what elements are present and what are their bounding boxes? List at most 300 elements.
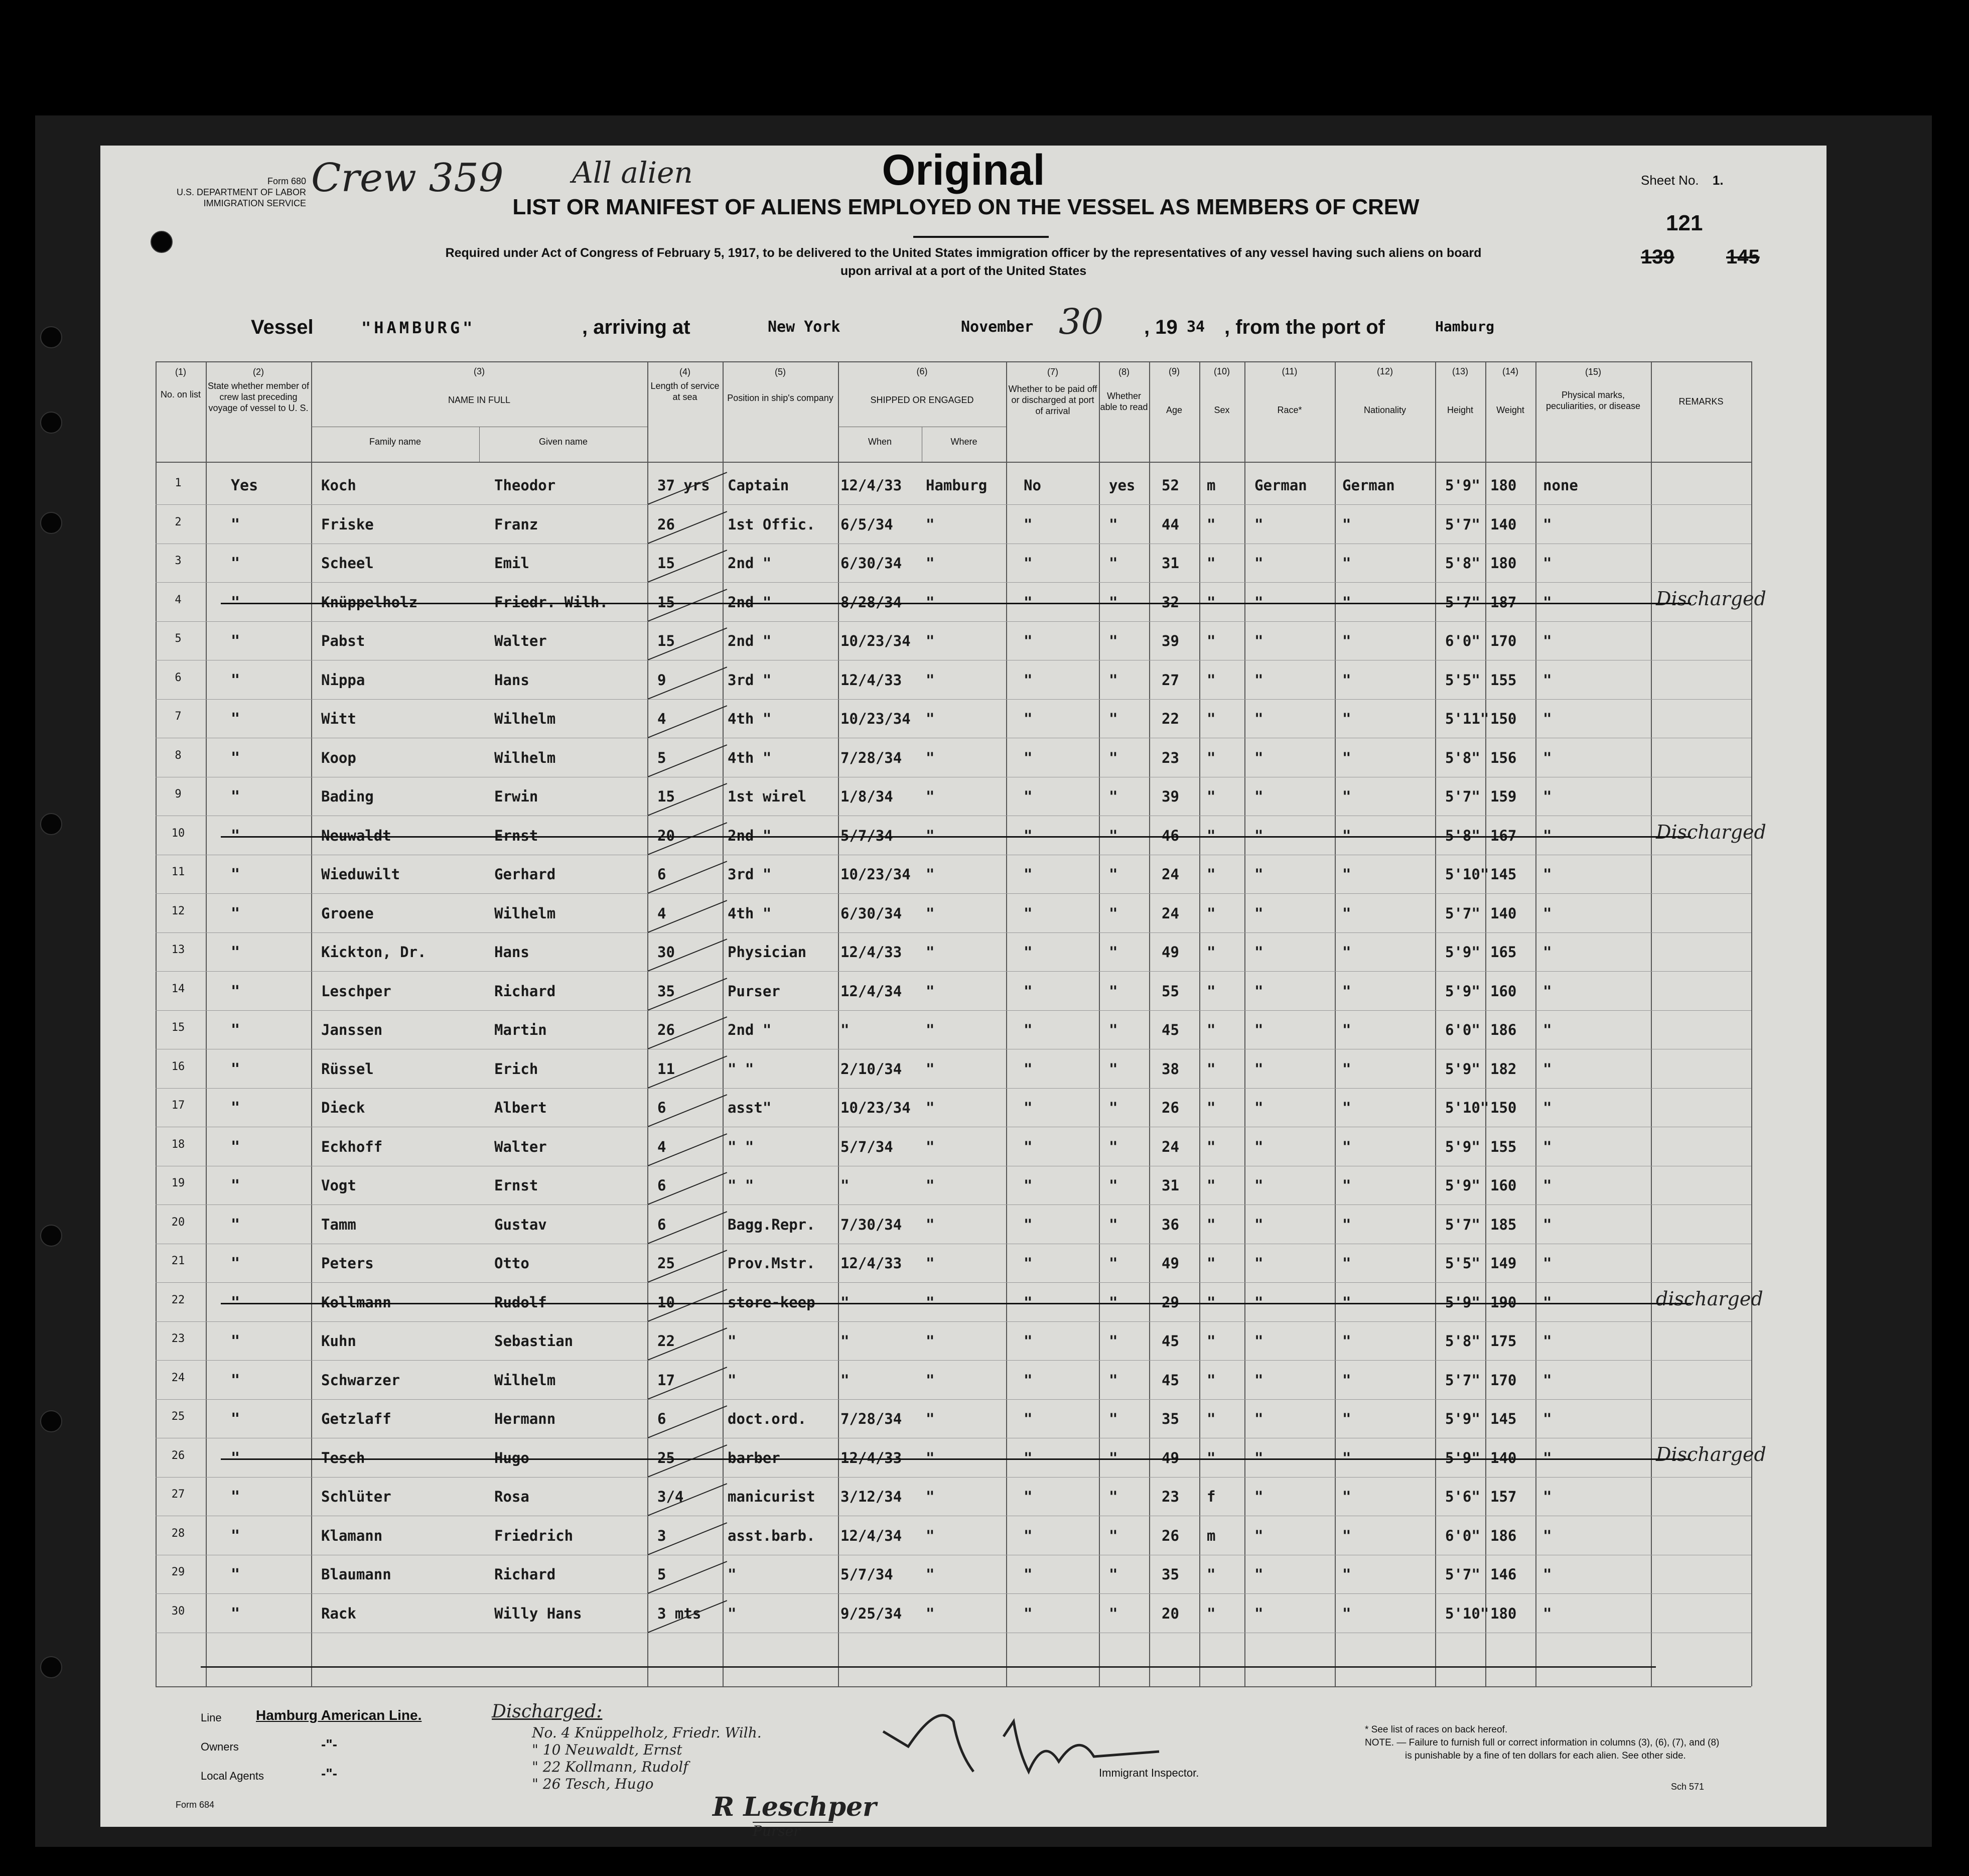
cell-row-number: 9: [175, 788, 182, 800]
line-value: Hamburg American Line.: [256, 1707, 422, 1723]
cell-able-to-read: yes: [1109, 477, 1136, 494]
col11-number: (11): [1282, 366, 1298, 376]
cell-age: 26: [1162, 1527, 1179, 1544]
cell-paid-off: No: [1024, 477, 1041, 494]
cell-row-number: 14: [171, 982, 185, 995]
cell-shipped-where: ": [926, 515, 935, 533]
form-subtitle-line2: upon arrival at a port of the United States: [840, 264, 1087, 278]
cell-length-of-service: 5: [657, 1566, 666, 1583]
cell-height: 5'8": [1445, 555, 1480, 572]
cell-nationality: ": [1342, 1060, 1351, 1078]
cell-shipped-when: 9/25/34: [840, 1604, 902, 1622]
col9-number: (9): [1169, 366, 1180, 376]
cell-given-name: Walter: [494, 632, 547, 649]
cell-family-name: Koch: [321, 477, 356, 494]
cell-shipped-where: ": [926, 1021, 935, 1038]
cell-physical-marks: ": [1543, 515, 1552, 533]
form-subtitle-line1: Required under Act of Congress of February 5, 1917, to be delivered to the United States immigration officer by the representatives of any vessel having such aliens on board: [445, 246, 1482, 260]
cell-height: 5'7": [1445, 904, 1480, 922]
table-top-border: [156, 361, 1751, 362]
cell-shipped-where: ": [926, 632, 935, 649]
cell-family-name: Bading: [321, 788, 374, 805]
cell-position: Purser: [728, 982, 780, 1000]
cell-height: 5'10": [1445, 1099, 1489, 1116]
col6-where-header: Where: [950, 437, 977, 447]
cell-given-name: Hugo: [494, 1449, 529, 1466]
cell-row-number: 5: [175, 632, 182, 645]
cell-given-name: Sebastian: [494, 1332, 574, 1350]
cell-sex: ": [1207, 749, 1216, 766]
cell-previous-voyage: ": [231, 1099, 240, 1117]
col7-header: Whether to be paid off or discharged at port of arrival: [1008, 384, 1097, 416]
cell-race: German: [1254, 477, 1307, 494]
cell-physical-marks: ": [1543, 749, 1552, 766]
column-divider: [1335, 361, 1336, 1686]
cell-given-name: Albert: [494, 1099, 547, 1116]
cell-shipped-when: ": [840, 1371, 850, 1389]
remark-discharged: discharged: [1656, 1287, 1763, 1310]
cell-shipped-when: ": [840, 1177, 850, 1194]
cell-row-number: 18: [171, 1138, 185, 1151]
cell-paid-off: ": [1024, 788, 1033, 805]
cell-shipped-where: ": [926, 788, 935, 805]
cell-age: 27: [1162, 671, 1179, 689]
form-number: Form 680: [267, 176, 306, 186]
cell-able-to-read: ": [1109, 1060, 1118, 1078]
cell-position: Captain: [728, 477, 789, 494]
cell-shipped-when: 5/7/34: [840, 827, 893, 844]
handwritten-crew-number: Crew 359: [311, 156, 504, 201]
cell-age: 45: [1162, 1021, 1179, 1038]
page-number-struck: 139: [1641, 246, 1674, 268]
cell-shipped-when: 12/4/33: [840, 671, 902, 689]
strike-through-line: [221, 1458, 1691, 1460]
cell-paid-off: ": [1024, 1216, 1033, 1233]
cell-age: 35: [1162, 1566, 1179, 1583]
cell-age: 39: [1162, 788, 1179, 805]
cell-shipped-where: ": [926, 827, 935, 844]
cell-family-name: Groene: [321, 904, 374, 922]
cell-paid-off: ": [1024, 1021, 1033, 1038]
cell-sex: ": [1207, 1566, 1216, 1583]
cell-physical-marks: ": [1543, 1449, 1552, 1466]
cell-height: 5'7": [1445, 1216, 1480, 1233]
cell-row-number: 4: [175, 593, 182, 606]
cell-nationality: ": [1342, 904, 1351, 922]
col15-number: (15): [1585, 367, 1601, 377]
cell-physical-marks: ": [1543, 555, 1552, 572]
cell-race: ": [1254, 671, 1263, 689]
col3-number: (3): [474, 366, 485, 376]
cell-row-number: 16: [171, 1060, 185, 1073]
cell-nationality: ": [1342, 515, 1351, 533]
discharged-entry: " 26 Tesch, Hugo: [532, 1776, 654, 1792]
title-underline: [913, 236, 1049, 238]
cell-sex: ": [1207, 904, 1216, 922]
cell-previous-voyage: ": [231, 1449, 240, 1467]
cell-nationality: ": [1342, 749, 1351, 766]
cell-sex: ": [1207, 1177, 1216, 1194]
cell-family-name: Friske: [321, 515, 374, 533]
cell-given-name: Rudolf: [494, 1293, 547, 1311]
table-bottom-border: [156, 1686, 1751, 1687]
cell-nationality: ": [1342, 1488, 1351, 1505]
cell-physical-marks: ": [1543, 1371, 1552, 1389]
col8-number: (8): [1118, 367, 1130, 377]
margin-form-number: Form 684: [176, 1800, 215, 1810]
cell-previous-voyage: ": [231, 827, 240, 845]
row-divider: [156, 1360, 1751, 1361]
page-number-struck: 145: [1726, 246, 1760, 268]
cell-height: 5'9": [1445, 1449, 1480, 1466]
cell-height: 5'9": [1445, 944, 1480, 961]
cell-able-to-read: ": [1109, 555, 1118, 572]
cell-position: 2nd ": [728, 593, 772, 611]
cell-shipped-where: ": [926, 1255, 935, 1272]
cell-weight: 156: [1490, 749, 1517, 766]
cell-shipped-when: 5/7/34: [840, 1138, 893, 1155]
cell-nationality: ": [1342, 1021, 1351, 1038]
cell-age: 49: [1162, 1255, 1179, 1272]
cell-age: 31: [1162, 1177, 1179, 1194]
cell-length-of-service: 6: [657, 866, 666, 883]
col2-number: (2): [253, 367, 264, 377]
cell-age: 29: [1162, 1293, 1179, 1311]
cell-previous-voyage: ": [231, 749, 240, 767]
page-number: 121: [1666, 211, 1703, 235]
cell-age: 39: [1162, 632, 1179, 649]
cell-able-to-read: ": [1109, 1410, 1118, 1427]
cell-race: ": [1254, 1099, 1263, 1116]
col10-header: Sex: [1214, 405, 1230, 415]
cell-race: ": [1254, 1371, 1263, 1389]
cell-able-to-read: ": [1109, 710, 1118, 727]
column-divider: [1149, 361, 1150, 1686]
col4-header: Length of service at sea: [650, 381, 720, 402]
cell-sex: ": [1207, 866, 1216, 883]
cell-weight: 150: [1490, 710, 1517, 727]
departure-port: Hamburg: [1435, 318, 1495, 335]
cell-able-to-read: ": [1109, 904, 1118, 922]
cell-sex: m: [1207, 1527, 1216, 1544]
cell-shipped-when: 10/23/34: [840, 1099, 911, 1116]
cell-shipped-when: 10/23/34: [840, 632, 911, 649]
cell-length-of-service: 26: [657, 515, 675, 533]
cell-sex: ": [1207, 1371, 1216, 1389]
cell-given-name: Friedr. Wilh.: [494, 593, 608, 611]
cell-sex: ": [1207, 1138, 1216, 1155]
sheet-number: 1.: [1712, 173, 1724, 188]
cell-physical-marks: ": [1543, 788, 1552, 805]
cell-length-of-service: 4: [657, 1138, 666, 1155]
cell-length-of-service: 3/4: [657, 1488, 684, 1505]
cell-shipped-when: 7/28/34: [840, 749, 902, 766]
cell-shipped-where: ": [926, 904, 935, 922]
cell-shipped-where: ": [926, 1216, 935, 1233]
cell-height: 5'11": [1445, 710, 1489, 727]
cell-row-number: 3: [175, 555, 182, 567]
cell-row-number: 13: [171, 944, 185, 956]
cell-given-name: Wilhelm: [494, 749, 556, 766]
cell-length-of-service: 22: [657, 1332, 675, 1350]
cell-sex: ": [1207, 555, 1216, 572]
column-divider: [1244, 361, 1245, 1686]
cell-race: ": [1254, 1449, 1263, 1466]
cell-weight: 140: [1490, 515, 1517, 533]
col12-number: (12): [1376, 366, 1393, 376]
cell-physical-marks: ": [1543, 1177, 1552, 1194]
cell-row-number: 11: [171, 866, 185, 878]
cell-previous-voyage: ": [231, 982, 240, 1000]
cell-given-name: Franz: [494, 515, 538, 533]
col1-header: No. on list: [160, 389, 201, 399]
cell-race: ": [1254, 1604, 1263, 1622]
cell-previous-voyage: ": [231, 710, 240, 728]
note-races: * See list of races on back hereof.: [1365, 1724, 1508, 1735]
cell-given-name: Martin: [494, 1021, 547, 1038]
row-divider: [156, 1282, 1751, 1283]
cell-age: 49: [1162, 1449, 1179, 1466]
cell-position: manicurist: [728, 1488, 815, 1505]
arrival-port: New York: [768, 318, 840, 336]
cell-family-name: Kuhn: [321, 1332, 356, 1350]
cell-paid-off: ": [1024, 593, 1033, 611]
cell-previous-voyage: ": [231, 1216, 240, 1234]
cell-nationality: ": [1342, 1293, 1351, 1311]
cell-paid-off: ": [1024, 1293, 1033, 1311]
cell-given-name: Rosa: [494, 1488, 529, 1505]
cell-position: " ": [728, 1060, 754, 1078]
discharged-title: Discharged:: [492, 1701, 603, 1722]
cell-physical-marks: ": [1543, 671, 1552, 689]
cell-shipped-where: ": [926, 749, 935, 766]
cell-previous-voyage: ": [231, 593, 240, 611]
cell-weight: 140: [1490, 904, 1517, 922]
cell-able-to-read: ": [1109, 1566, 1118, 1583]
cell-shipped-where: ": [926, 593, 935, 611]
cell-race: ": [1254, 904, 1263, 922]
cell-paid-off: ": [1024, 1099, 1033, 1116]
cell-sex: ": [1207, 982, 1216, 1000]
cell-height: 5'6": [1445, 1488, 1480, 1505]
cell-race: ": [1254, 1177, 1263, 1194]
cell-nationality: ": [1342, 1138, 1351, 1155]
cell-position: ": [728, 1566, 737, 1583]
cell-row-number: 25: [171, 1410, 185, 1423]
cell-paid-off: ": [1024, 1488, 1033, 1505]
cell-given-name: Hermann: [494, 1410, 556, 1427]
cell-length-of-service: 4: [657, 710, 666, 727]
cell-weight: 145: [1490, 866, 1517, 883]
cell-nationality: ": [1342, 982, 1351, 1000]
cell-weight: 160: [1490, 982, 1517, 1000]
department-line: U.S. DEPARTMENT OF LABOR: [176, 187, 306, 197]
cell-nationality: ": [1342, 1371, 1351, 1389]
cell-age: 46: [1162, 827, 1179, 844]
cell-length-of-service: 6: [657, 1410, 666, 1427]
cell-nationality: ": [1342, 1216, 1351, 1233]
cell-race: ": [1254, 1332, 1263, 1350]
sheet-number-label: Sheet No.: [1641, 173, 1699, 188]
cell-previous-voyage: ": [231, 1332, 240, 1350]
cell-sex: ": [1207, 827, 1216, 844]
cell-paid-off: ": [1024, 710, 1033, 727]
column-divider: [1651, 361, 1652, 1686]
cell-shipped-where: ": [926, 671, 935, 689]
cell-race: ": [1254, 1138, 1263, 1155]
cell-physical-marks: ": [1543, 1021, 1552, 1038]
schedule-number: Sch 571: [1671, 1782, 1705, 1792]
cell-given-name: Theodor: [494, 477, 556, 494]
cell-family-name: Rüssel: [321, 1060, 374, 1078]
cell-nationality: ": [1342, 866, 1351, 883]
cell-nationality: ": [1342, 1527, 1351, 1544]
cell-height: 5'10": [1445, 866, 1489, 883]
cell-previous-voyage: ": [231, 1138, 240, 1156]
cell-weight: 170: [1490, 1371, 1517, 1389]
cell-weight: 155: [1490, 671, 1517, 689]
cell-given-name: Friedrich: [494, 1527, 574, 1544]
cell-nationality: ": [1342, 827, 1351, 844]
row-divider: [156, 1088, 1751, 1089]
col2-header: State whether member of crew last preceding voyage of vessel to U. S.: [207, 381, 310, 413]
cell-weight: 170: [1490, 632, 1517, 649]
cell-length-of-service: 6: [657, 1216, 666, 1233]
cell-shipped-where: ": [926, 982, 935, 1000]
cell-position: store-keep: [728, 1293, 815, 1311]
cell-able-to-read: ": [1109, 1604, 1118, 1622]
col14-number: (14): [1502, 366, 1518, 376]
cell-weight: 165: [1490, 944, 1517, 961]
cell-weight: 155: [1490, 1138, 1517, 1155]
note-penalty-cont: is punishable by a fine of ten dollars for each alien. See other side.: [1405, 1751, 1686, 1761]
cell-able-to-read: ": [1109, 944, 1118, 961]
cell-family-name: Pabst: [321, 632, 365, 649]
cell-age: 23: [1162, 749, 1179, 766]
cell-shipped-where: ": [926, 1566, 935, 1583]
column-divider: [1485, 361, 1486, 1686]
column-divider: [1751, 361, 1752, 1686]
cell-age: 45: [1162, 1332, 1179, 1350]
owners-value: -"-: [321, 1736, 337, 1752]
cell-position: ": [728, 1604, 737, 1622]
cell-nationality: ": [1342, 1449, 1351, 1466]
cell-weight: 186: [1490, 1527, 1517, 1544]
cell-length-of-service: 35: [657, 982, 675, 1000]
column-divider: [1099, 361, 1100, 1686]
cell-previous-voyage: ": [231, 1177, 240, 1194]
cell-sex: ": [1207, 632, 1216, 649]
row-divider: [156, 504, 1751, 505]
cell-row-number: 2: [175, 515, 182, 528]
cell-able-to-read: ": [1109, 1138, 1118, 1155]
cell-physical-marks: ": [1543, 827, 1552, 844]
cell-length-of-service: 20: [657, 827, 675, 844]
column-divider: [206, 361, 207, 1686]
row-divider: [156, 932, 1751, 933]
cell-shipped-when: 12/4/33: [840, 944, 902, 961]
cell-shipped-where: ": [926, 1177, 935, 1194]
cell-shipped-when: 6/5/34: [840, 515, 893, 533]
cell-able-to-read: ": [1109, 1177, 1118, 1194]
cell-previous-voyage: ": [231, 944, 240, 961]
cell-weight: 150: [1490, 1099, 1517, 1116]
cell-paid-off: ": [1024, 1177, 1033, 1194]
cell-sex: ": [1207, 1099, 1216, 1116]
punch-hole: [40, 813, 62, 835]
cell-able-to-read: ": [1109, 1216, 1118, 1233]
cell-length-of-service: 4: [657, 904, 666, 922]
cell-paid-off: ": [1024, 555, 1033, 572]
cell-nationality: ": [1342, 1566, 1351, 1583]
col12-header: Nationality: [1363, 405, 1407, 415]
cell-length-of-service: 15: [657, 555, 675, 572]
cell-race: ": [1254, 1255, 1263, 1272]
cell-age: 26: [1162, 1099, 1179, 1116]
cell-nationality: ": [1342, 944, 1351, 961]
cell-position: asst.barb.: [728, 1527, 815, 1544]
cell-weight: 140: [1490, 1449, 1517, 1466]
col13-number: (13): [1452, 366, 1468, 376]
cell-physical-marks: ": [1543, 1488, 1552, 1505]
cell-position: 2nd ": [728, 632, 772, 649]
cell-row-number: 17: [171, 1099, 185, 1112]
cell-weight: 180: [1490, 555, 1517, 572]
cell-paid-off: ": [1024, 1255, 1033, 1272]
cell-sex: ": [1207, 1293, 1216, 1311]
cell-paid-off: ": [1024, 515, 1033, 533]
cell-family-name: Vogt: [321, 1177, 356, 1194]
column-divider: [1006, 361, 1007, 1686]
manifest-sheet: [100, 146, 1826, 1839]
cell-physical-marks: ": [1543, 982, 1552, 1000]
cell-sex: ": [1207, 1449, 1216, 1466]
cell-length-of-service: 10: [657, 1293, 675, 1311]
cell-position: barber: [728, 1449, 780, 1466]
cell-weight: 186: [1490, 1021, 1517, 1038]
cell-physical-marks: ": [1543, 1566, 1552, 1583]
row-divider: [156, 699, 1751, 700]
cell-position: Bagg.Repr.: [728, 1216, 815, 1233]
cell-race: ": [1254, 1527, 1263, 1544]
cell-length-of-service: 25: [657, 1255, 675, 1272]
cell-length-of-service: 6: [657, 1099, 666, 1116]
cell-race: ": [1254, 593, 1263, 611]
cell-shipped-where: ": [926, 710, 935, 727]
cell-row-number: 21: [171, 1255, 185, 1267]
cell-age: 20: [1162, 1604, 1179, 1622]
cell-race: ": [1254, 1021, 1263, 1038]
cell-shipped-where: Hamburg: [926, 477, 988, 494]
cell-paid-off: ": [1024, 632, 1033, 649]
column-divider: [311, 361, 312, 1686]
punch-hole: [40, 412, 62, 434]
col7-number: (7): [1047, 367, 1058, 377]
cell-able-to-read: ": [1109, 749, 1118, 766]
cell-sex: ": [1207, 1332, 1216, 1350]
cell-race: ": [1254, 1216, 1263, 1233]
cell-previous-voyage: ": [231, 632, 240, 650]
cell-position: 3rd ": [728, 866, 772, 883]
col3-given-header: Given name: [538, 437, 588, 447]
cell-position: " ": [728, 1138, 754, 1155]
cell-previous-voyage: ": [231, 904, 240, 922]
cell-row-number: 24: [171, 1371, 185, 1384]
cell-length-of-service: 6: [657, 1177, 666, 1194]
strike-through-line: [221, 603, 1691, 604]
cell-shipped-where: ": [926, 1371, 935, 1389]
cell-physical-marks: ": [1543, 904, 1552, 922]
